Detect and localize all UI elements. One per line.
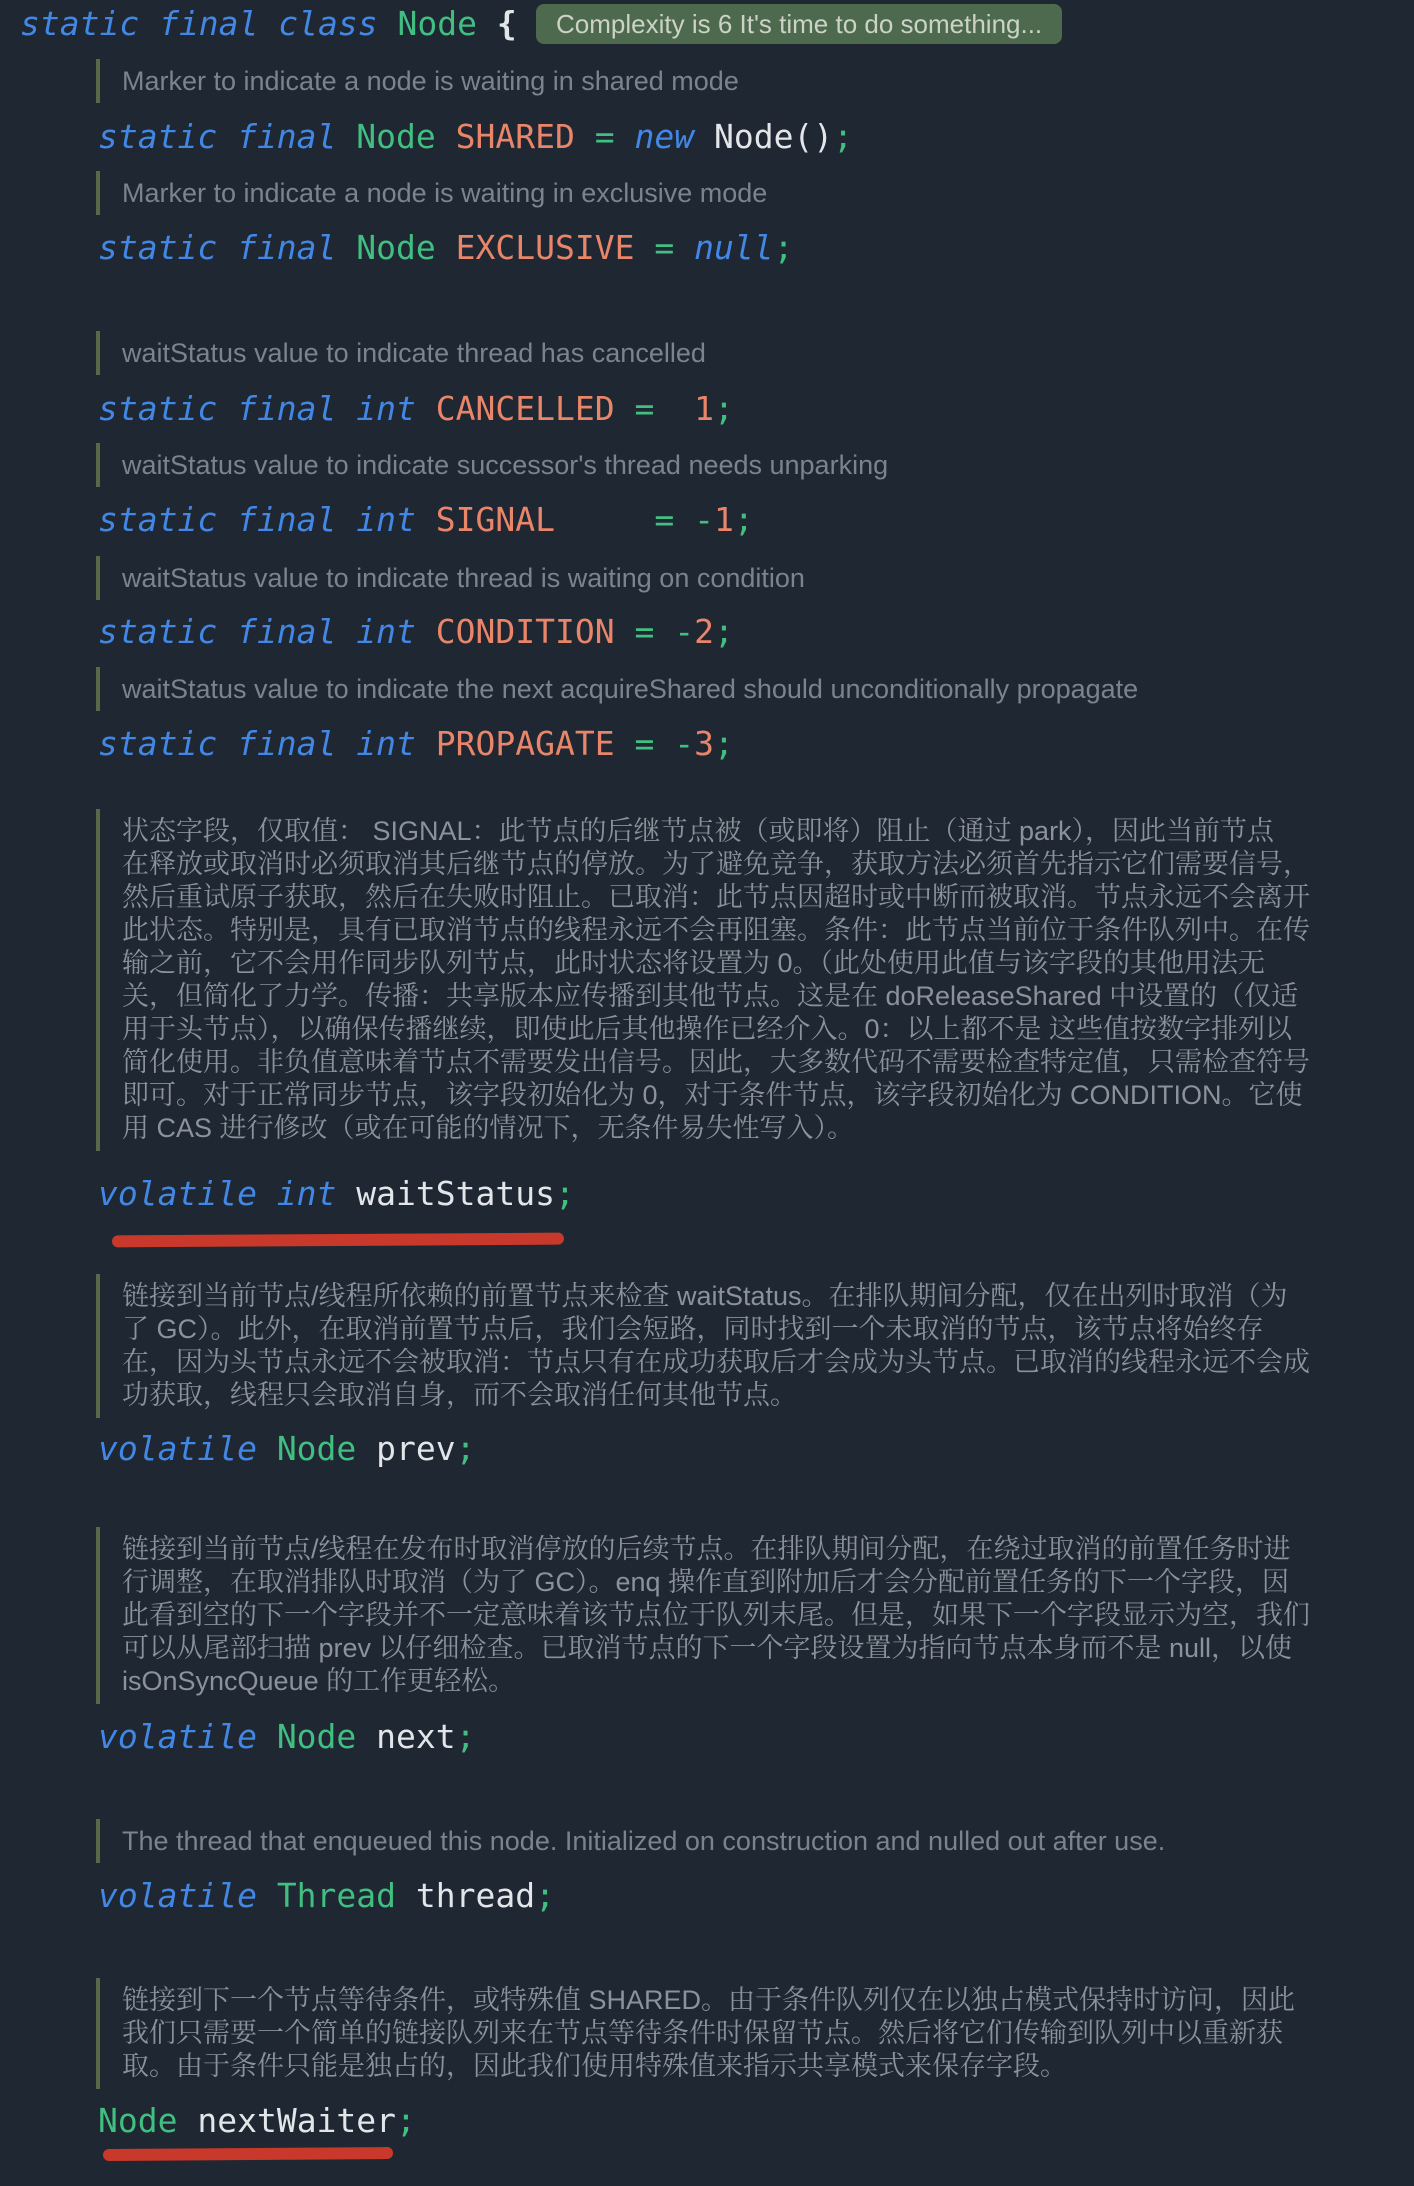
comment-block-prev-cn[interactable]: 链接到当前节点/线程所依赖的前置节点来检查 waitStatus。在排队期间分配，仅在出列时取消（为 了 GC）。此外，在取消前置节点后，我们会短路，同时找到一个未取消的节点，该节点将始终存 在，因为头节点永远不会被取消：节点只有在成功获取后才会成为头节点。已取消的线程永远不会成 功获取，线程只会取消自身，而不会取消任何其他节点。: [96, 1274, 1310, 1418]
red-marker-underline-waitstatus: [112, 1233, 564, 1248]
code-line-propagate[interactable]: static final int PROPAGATE = -3;: [98, 724, 734, 763]
comment-signal[interactable]: waitStatus value to indicate successor's thread needs unparking: [96, 443, 888, 487]
code-line-cancelled[interactable]: static final int CANCELLED = 1;: [98, 389, 734, 428]
code-line-class-header[interactable]: static final class Node {: [20, 4, 517, 43]
code-line-nextwaiter[interactable]: Node nextWaiter;: [98, 2101, 416, 2140]
code-line-waitstatus[interactable]: volatile int waitStatus;: [98, 1174, 575, 1213]
comment-block-nextwaiter-cn[interactable]: 链接到下一个节点等待条件，或特殊值 SHARED。由于条件队列仅在以独占模式保持时访问，因此 我们只需要一个简单的链接队列来在节点等待条件时保留节点。然后将它们传输到队列中以重新获 取。由于条件只能是独占的，因此我们使用特殊值来指示共享模式来保存字段。: [96, 1978, 1295, 2089]
code-line-condition[interactable]: static final int CONDITION = -2;: [98, 612, 734, 651]
code-line-signal[interactable]: static final int SIGNAL = -1;: [98, 500, 754, 539]
comment-cancelled[interactable]: waitStatus value to indicate thread has cancelled: [96, 331, 706, 375]
comment-propagate[interactable]: waitStatus value to indicate the next acquireShared should unconditionally propagate: [96, 667, 1138, 711]
comment-condition[interactable]: waitStatus value to indicate thread is waiting on condition: [96, 556, 805, 600]
comment-shared-marker[interactable]: Marker to indicate a node is waiting in shared mode: [96, 59, 739, 103]
code-line-next[interactable]: volatile Node next;: [98, 1717, 476, 1756]
red-marker-underline-nextwaiter: [103, 2147, 393, 2161]
complexity-codelens-badge[interactable]: Complexity is 6 It's time to do something...: [536, 4, 1062, 44]
comment-exclusive-marker[interactable]: Marker to indicate a node is waiting in exclusive mode: [96, 171, 767, 215]
comment-block-next-cn[interactable]: 链接到当前节点/线程在发布时取消停放的后续节点。在排队期间分配，在绕过取消的前置任务时进 行调整，在取消排队时取消（为了 GC）。enq 操作直到附加后才会分配前置任务的下一个字段，因 此看到空的下一个字段并不一定意味着该节点位于队列末尾。但是，如果下一个字段显示为空，我们 可以从尾部扫描 prev 以仔细检查。已取消节点的下一个字段设置为指向节点本身而不是 null，以使 isOnSyncQueue 的工作更轻松。: [96, 1527, 1310, 1704]
code-line-thread[interactable]: volatile Thread thread;: [98, 1876, 555, 1915]
code-line-prev[interactable]: volatile Node prev;: [98, 1429, 476, 1468]
comment-thread[interactable]: The thread that enqueued this node. Initialized on construction and nulled out after use.: [96, 1819, 1165, 1863]
code-line-shared[interactable]: static final Node SHARED = new Node();: [98, 117, 854, 156]
comment-block-waitstatus-cn[interactable]: 状态字段，仅取值： SIGNAL：此节点的后继节点被（或即将）阻止（通过 park），因此当前节点 在释放或取消时必须取消其后继节点的停放。为了避免竞争，获取方法必须首先指示它们需要信号， 然后重试原子获取，然后在失败时阻止。已取消：此节点因超时或中断而被取消。节点永远不会离开 此状态。特别是，具有已取消节点的线程永远不会再阻塞。条件：此节点当前位于条件队列中。在传 输之前，它不会用作同步队列节点，此时状态将设置为 0。（此处使用此值与该字段的其他用法无 关，但简化了力学。传播：共享版本应传播到其他节点。这是在 doReleaseShared 中设置的（仅适 用于头节点），以确保传播继续，即使此后其他操作已经介入。0：以上都不是 这些值按数字排列以 简化使用。非负值意味着节点不需要发出信号。因此，大多数代码不需要检查特定值，只需检查符号 即可。对于正常同步节点，该字段初始化为 0，对于条件节点，该字段初始化为 CONDITION。它使 用 CAS 进行修改（或在可能的情况下，无条件易失性写入）。: [96, 809, 1310, 1151]
code-line-exclusive[interactable]: static final Node EXCLUSIVE = null;: [98, 228, 794, 267]
